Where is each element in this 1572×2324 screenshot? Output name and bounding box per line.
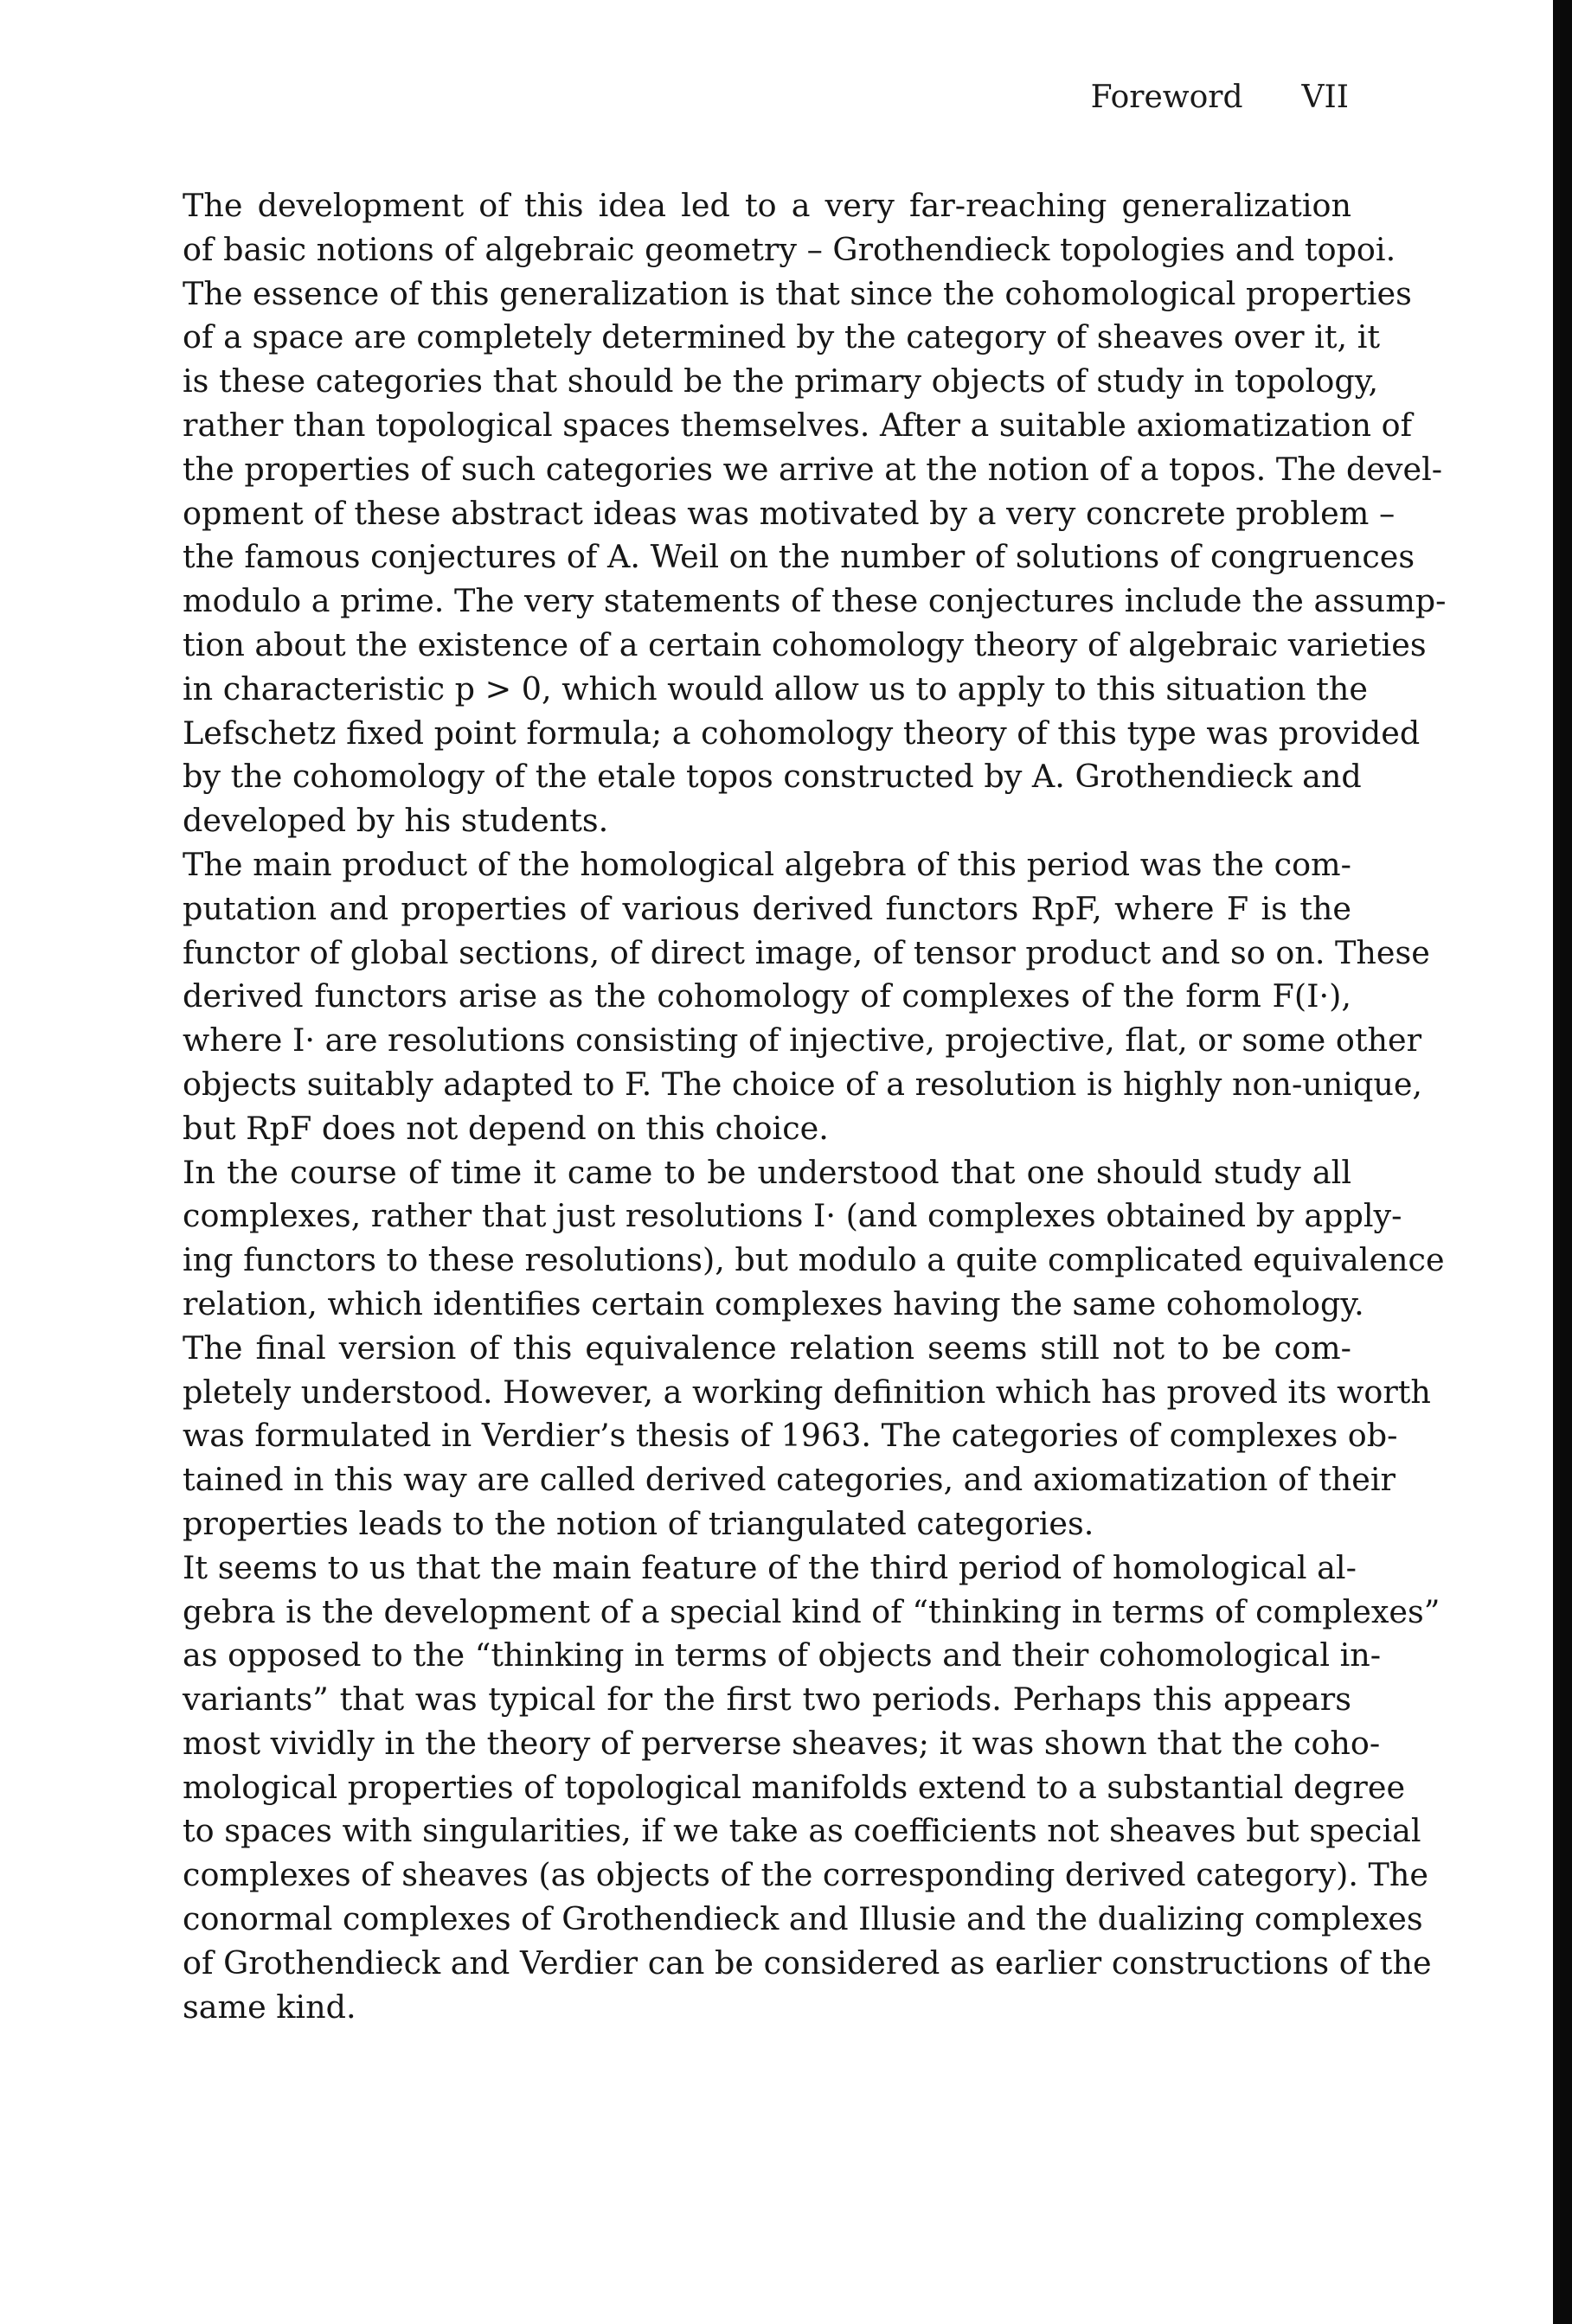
page-number: VII [1301,80,1349,115]
text-line: pletely understood. However, a working definition which has proved its worth [183,1373,1431,1411]
text-line: tion about the existence of a certain cohomology theory of algebraic varieties [183,625,1427,663]
paragraph-5 [130,1546,1440,2030]
text-line: tained in this way are called derived categories, and axiomatization of their [183,1461,1396,1499]
text-line: of basic notions of algebraic geometry – Grothendieck topologies and topoi. [183,230,1396,268]
text-line: but RpF does not depend on this choice. [183,1109,829,1147]
text-line: The development of this idea led to a very far-reaching generalization [183,187,1351,224]
paragraph-3 [130,1151,1445,1327]
paragraph-4 [130,1327,1431,1546]
text-line: of Grothendieck and Verdier can be considered as earlier constructions of the [183,1943,1432,1981]
scan-edge-shadow [1553,0,1572,2324]
text-line: to spaces with singularities, if we take as coefficients not sheaves but special [183,1812,1421,1850]
text-line: complexes of sheaves (as objects of the corresponding derived category). The [183,1856,1428,1894]
text-line: the famous conjectures of A. Weil on the number of solutions of congruences [183,538,1415,576]
text-line: objects suitably adapted to F. The choice of a resolution is highly non-unique, [183,1065,1423,1103]
text-line: the properties of such categories we arrive at the notion of a topos. The devel- [183,450,1443,488]
text-line: variants” that was typical for the first two periods. Perhaps this appears [183,1681,1351,1719]
text-line: putation and properties of various derived functors RpF, where F is the [183,889,1351,927]
text-line: The essence of this generalization is that since the cohomological properties [183,274,1412,312]
text-line: The main product of the homological algebra of this period was the com- [183,845,1351,883]
paragraph-2 [130,843,1430,1151]
text-line: same kind. [183,1988,356,2026]
header-section-title: Foreword [1090,80,1243,115]
text-line: of a space are completely determined by the category of sheaves over it, it [183,318,1381,356]
body-text [130,184,1447,2029]
text-line: developed by his students. [183,802,609,840]
text-line: In the course of time it came to be understood that one should study all [183,1153,1351,1191]
text-line: in characteristic p > 0, which would allow us to apply to this situation the [183,669,1368,707]
text-line: It seems to us that the main feature of the third period of homological al- [183,1548,1357,1586]
text-line: modulo a prime. The very statements of these conjectures include the assump- [183,582,1447,620]
text-line: as opposed to the “thinking in terms of objects and their cohomological in- [183,1636,1382,1674]
text-line: gebra is the development of a special kind of “thinking in terms of complexes” [183,1592,1440,1630]
text-line: conormal complexes of Grothendieck and Illusie and the dualizing complexes [183,1900,1423,1938]
text-line: properties leads to the notion of triangulated categories. [183,1504,1094,1542]
running-header [1091,80,1349,115]
text-line: functor of global sections, of direct image, of tensor product and so on. These [183,933,1430,971]
text-line: where I· are resolutions consisting of injective, projective, flat, or some other [183,1021,1422,1060]
text-line: rather than topological spaces themselves. After a suitable axiomatization of [183,406,1413,444]
text-line: by the cohomology of the etale topos constructed by A. Grothendieck and [183,758,1362,796]
text-line: mological properties of topological manifolds extend to a substantial degree [183,1768,1406,1806]
text-line: complexes, rather that just resolutions I· (and complexes obtained by apply- [183,1197,1402,1235]
text-line: is these categories that should be the primary objects of study in topology, [183,362,1379,400]
paragraph-1 [130,184,1447,843]
text-line: was formulated in Verdier’s thesis of 1963. The categories of complexes ob- [183,1417,1398,1455]
text-line: derived functors arise as the cohomology of complexes of the form F(I·), [183,977,1351,1015]
text-line: ing functors to these resolutions), but modulo a quite complicated equivalence [183,1241,1445,1279]
text-line: The final version of this equivalence relation seems still not to be com- [183,1328,1351,1367]
text-line: opment of these abstract ideas was motivated by a very concrete problem – [183,494,1396,532]
text-line: relation, which identifies certain complexes having the same cohomology. [183,1284,1364,1322]
text-line: Lefschetz fixed point formula; a cohomology theory of this type was provided [183,714,1421,752]
text-line: most vividly in the theory of perverse sheaves; it was shown that the coho- [183,1724,1381,1762]
